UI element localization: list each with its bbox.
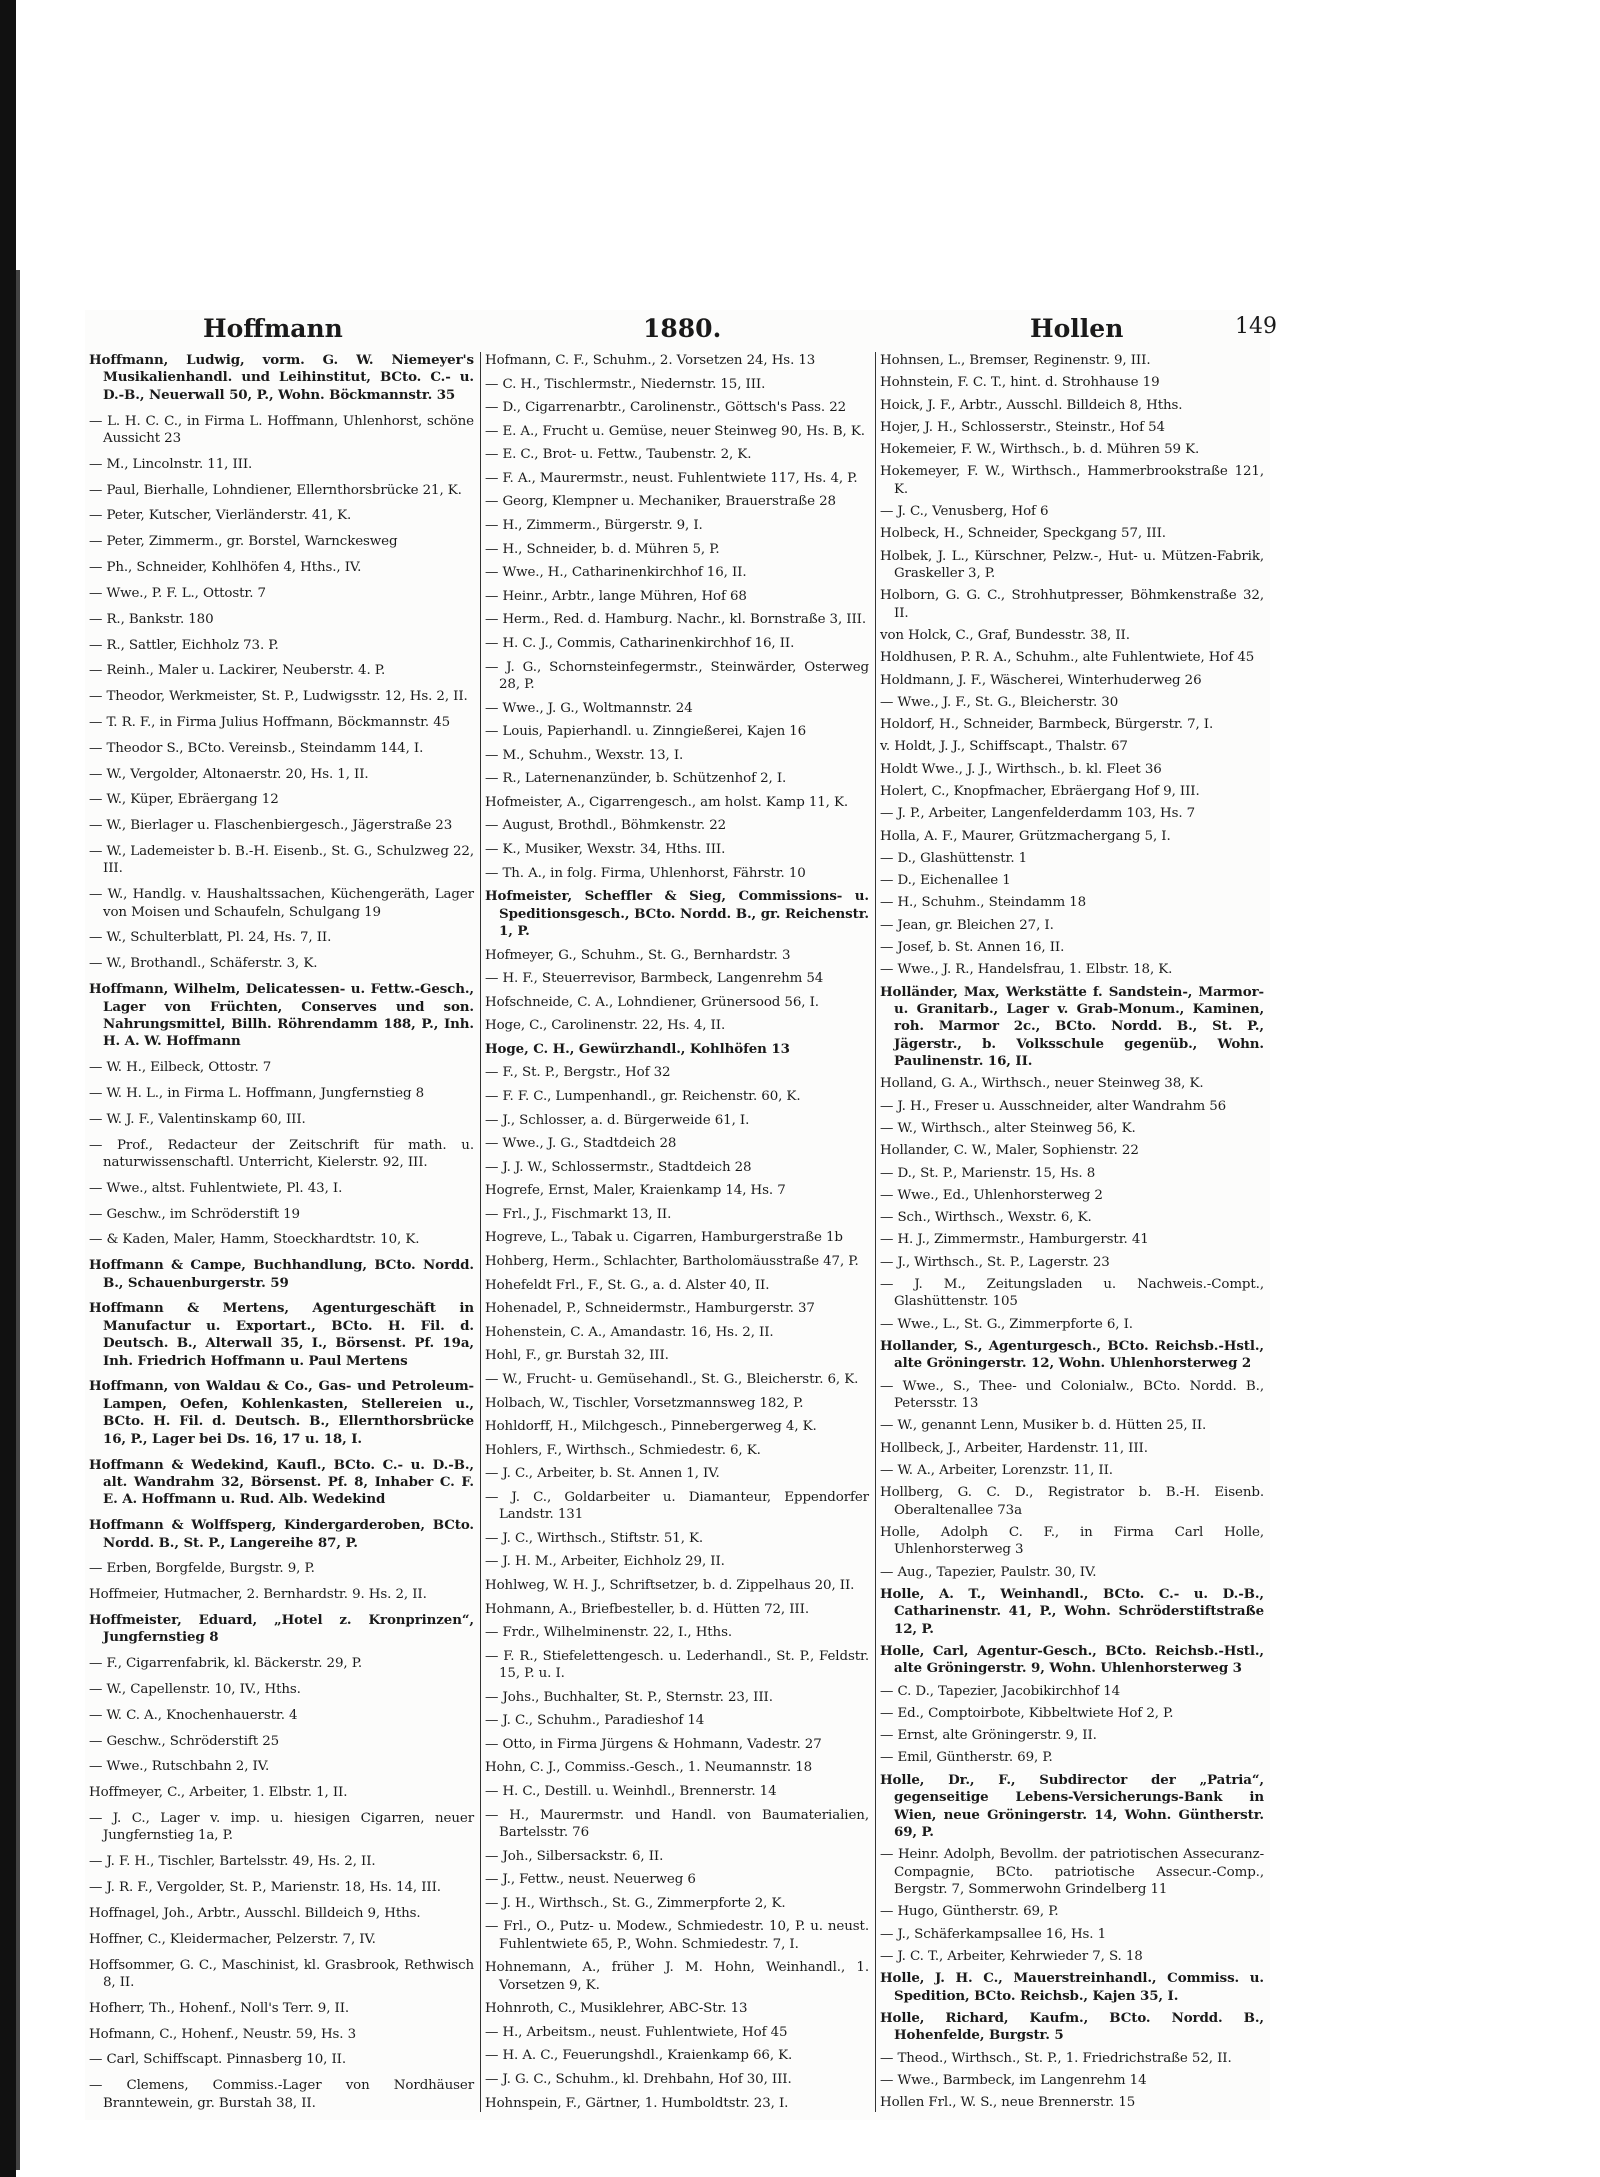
directory-entry: — T. R. F., in Firma Julius Hoffmann, Böckmannstr. 45 — [89, 714, 451, 730]
directory-entry: Hohlers, F., Wirthsch., Schmiedestr. 6, K. — [485, 1442, 761, 1458]
directory-entry: Hofschneide, C. A., Lohndiener, Grünersood 56, I. — [485, 994, 819, 1010]
directory-entry: — J. F. H., Tischler, Bartelsstr. 49, Hs. 2, II. — [89, 1854, 376, 1870]
directory-entry: — J. C., Schuhm., Paradieshof 14 — [485, 1713, 705, 1729]
directory-entry: — Hugo, Güntherstr. 69, P. — [880, 1904, 1059, 1920]
directory-entry: — Peter, Kutscher, Vierländerstr. 41, K. — [89, 508, 352, 524]
directory-entry: — R., Laternenanzünder, b. Schützenhof 2, I. — [485, 771, 787, 787]
directory-entry: Holle, Adolph C. F., in Firma Carl Holle, Uhlenhorsterweg 3 — [880, 1524, 1264, 1558]
directory-entry: — W., Küper, Ebräergang 12 — [89, 792, 279, 808]
directory-entry: — J. C., Venusberg, Hof 6 — [880, 504, 1049, 520]
running-head-year: 1880. — [643, 314, 722, 343]
directory-entry: — J. R. F., Vergolder, St. P., Marienstr. 18, Hs. 14, III. — [89, 1880, 441, 1896]
directory-entry: — Reinh., Maler u. Lackirer, Neuberstr. 4. P. — [89, 663, 386, 679]
directory-entry: Hoffmeyer, C., Arbeiter, 1. Elbstr. 1, II. — [89, 1785, 348, 1801]
directory-entry: — L. H. C. C., in Firma L. Hoffmann, Uhlenhorst, schöne Aussicht 23 — [89, 413, 474, 447]
directory-entry: Hoffmann & Wolffsperg, Kindergarderoben, BCto. Nordd. B., St. P., Langereihe 87, P. — [89, 1517, 474, 1551]
scan-page-shadow — [16, 270, 20, 2170]
directory-entry: — W. C. A., Knochenhauerstr. 4 — [89, 1707, 298, 1723]
directory-entry: — E. C., Brot- u. Fettw., Taubenstr. 2, K. — [485, 447, 752, 463]
directory-entry: — Theodor, Werkmeister, St. P., Ludwigsstr. 12, Hs. 2, II. — [89, 689, 468, 705]
directory-entry: — R., Sattler, Eichholz 73. P. — [89, 637, 279, 653]
directory-entry: Hoffmann, von Waldau & Co., Gas- und Petroleum-Lampen, Oefen, Kohlenkasten, Stellereien u., BCto. H. Fil. d. Deutsch. B., Ellernthorsbrücke 16, P., Lager bei Ds. 16, 17 u. 18, I. — [89, 1378, 474, 1447]
directory-entry: — Frdr., Wilhelminenstr. 22, I., Hths. — [485, 1625, 733, 1641]
directory-entry: Hohnstein, F. C. T., hint. d. Strohhause 19 — [880, 375, 1160, 391]
directory-entry: — W., Capellenstr. 10, IV., Hths. — [89, 1682, 301, 1697]
directory-entry: — R., Bankstr. 180 — [89, 611, 214, 627]
directory-entry: — Wwe., J. G., Stadtdeich 28 — [485, 1136, 677, 1152]
directory-entry: — W., Handlg. v. Haushaltssachen, Küchengeräth, Lager von Moisen und Schaufeln, Schulgang 19 — [89, 887, 474, 920]
directory-entry: — Ernst, alte Gröningerstr. 9, II. — [880, 1728, 1097, 1744]
directory-entry: Hoffnagel, Joh., Arbtr., Ausschl. Billdeich 9, Hths. — [89, 1905, 421, 1921]
directory-entry: — Joh., Silbersackstr. 6, II. — [485, 1848, 664, 1864]
directory-entry: Hohnroth, C., Musiklehrer, ABC-Str. 13 — [485, 2001, 748, 2017]
directory-entry: Hoffner, C., Kleidermacher, Pelzerstr. 7, IV. — [89, 1931, 376, 1947]
directory-entry: — J. M., Zeitungsladen u. Nachweis.-Compt., Glashüttenstr. 105 — [880, 1276, 1264, 1310]
directory-entry: Holert, C., Knopfmacher, Ebräergang Hof 9, III. — [880, 784, 1200, 799]
directory-entry: — Geschw., Schröderstift 25 — [89, 1733, 280, 1749]
directory-entry: Hohberg, Herm., Schlachter, Bartholomäusstraße 47, P. — [485, 1254, 859, 1270]
directory-entry: — Jean, gr. Bleichen 27, I. — [880, 917, 1054, 933]
directory-entry: Hoge, C., Carolinenstr. 22, Hs. 4, II. — [485, 1018, 726, 1034]
column-left — [85, 352, 480, 2112]
directory-entry: Hofmann, C., Hohenf., Neustr. 59, Hs. 3 — [89, 2026, 357, 2042]
directory-entry: — J. C. T., Arbeiter, Kehrwieder 7, S. 18 — [880, 1948, 1143, 1964]
directory-entry: — J. P., Arbeiter, Langenfelderdamm 103, Hs. 7 — [880, 806, 1196, 822]
directory-entry: — F., St. P., Bergstr., Hof 32 — [485, 1065, 671, 1081]
directory-entry: Hoffmann & Wedekind, Kaufl., BCto. C.- u. D.-B., alt. Wandrahm 32, Börsenst. Pf. 8, Inhaber C. F. E. A. Hoffmann u. Rud. Alb. Wedekind — [89, 1456, 474, 1508]
directory-entry: Hofmann, C. F., Schuhm., 2. Vorsetzen 24, Hs. 13 — [485, 353, 816, 368]
directory-entry: — W., Lademeister b. B.-H. Eisenb., St. G., Schulzweg 22, III. — [89, 844, 474, 877]
directory-entry: Hoffmann, Ludwig, vorm. G. W. Niemeyer's Musikalienhandl. und Leihinstitut, BCto. C.- u. D.-B., Neuerwall 50, P., Wohn. Böckmannstr. 35 — [89, 352, 474, 403]
directory-entry: — Herm., Red. d. Hamburg. Nachr., kl. Bornstraße 3, III. — [485, 612, 867, 628]
entry-columns — [85, 352, 1270, 2112]
directory-entry: — W., genannt Lenn, Musiker b. d. Hütten 25, II. — [880, 1418, 1207, 1434]
directory-entry: — H. J., Zimmermstr., Hamburgerstr. 41 — [880, 1232, 1149, 1248]
directory-entry: Hoick, J. F., Arbtr., Ausschl. Billdeich 8, Hths. — [880, 397, 1183, 413]
directory-entry: — J. C., Lager v. imp. u. hiesigen Cigarren, neuer Jungfernstieg 1a, P. — [89, 1811, 474, 1844]
directory-entry: Holländer, Max, Werkstätte f. Sandstein-, Marmor- u. Granitarb., Lager v. Grab-Monum., Kaminen, roh. Marmor 2c., BCto. Nordd. B., St. P., Jägerstr., b. Volksschule gegenüb., Wohn. Paulinenstr. 16, II. — [880, 983, 1264, 1070]
directory-entry: — F. F. C., Lumpenhandl., gr. Reichenstr. 60, K. — [485, 1088, 801, 1104]
directory-entry: — Theod., Wirthsch., St. P., 1. Friedrichstraße 52, II. — [880, 2050, 1232, 2066]
directory-entry: — M., Lincolnstr. 11, III. — [89, 456, 253, 472]
directory-entry: Hohenadel, P., Schneidermstr., Hamburgerstr. 37 — [485, 1301, 815, 1317]
directory-entry: — Frl., O., Putz- u. Modew., Schmiedestr. 10, P. u. neust. Fuhlentwiete 65, P., Wohn. Schmiedestr. 7, I. — [485, 1919, 869, 1952]
directory-entry: — H., Maurermstr. und Handl. von Baumaterialien, Bartelsstr. 76 — [485, 1807, 869, 1840]
directory-entry: — J. C., Goldarbeiter u. Diamanteur, Eppendorfer Landstr. 131 — [485, 1489, 869, 1523]
running-head-right: Hollen — [1030, 314, 1124, 343]
directory-entry: — H., Arbeitsm., neust. Fuhlentwiete, Hof 45 — [485, 2024, 788, 2040]
directory-entry: — Wwe., Barmbeck, im Langenrehm 14 — [880, 2072, 1147, 2088]
directory-entry: Hoffmeister, Eduard, „Hotel z. Kronprinzen“, Jungfernstieg 8 — [89, 1611, 474, 1646]
directory-entry: — H. C., Destill. u. Weinhdl., Brennerstr. 14 — [485, 1783, 777, 1799]
directory-entry: — Wwe., J. F., St. G., Bleicherstr. 30 — [880, 694, 1119, 710]
column-right — [875, 352, 1270, 2112]
directory-entry: — J. H., Wirthsch., St. G., Zimmerpforte 2, K. — [485, 1895, 786, 1911]
directory-entry: Hogrefe, Ernst, Maler, Kraienkamp 14, Hs. 7 — [485, 1183, 786, 1199]
directory-entry: Holbeck, H., Schneider, Speckgang 57, III. — [880, 526, 1166, 542]
directory-entry: — J., Schlosser, a. d. Bürgerweide 61, I. — [485, 1112, 750, 1128]
directory-entry: — Prof., Redacteur der Zeitschrift für math. u. naturwissenschaftl. Unterricht, Kielerstr. 92, III. — [89, 1137, 474, 1170]
directory-entry: — J. H., Freser u. Ausschneider, alter Wandrahm 56 — [880, 1098, 1227, 1114]
directory-entry: — Wwe., J. R., Handelsfrau, 1. Elbstr. 18, K. — [880, 962, 1173, 978]
directory-entry: Hollen Frl., W. S., neue Brennerstr. 15 — [880, 2095, 1136, 2111]
directory-entry: — W. A., Arbeiter, Lorenzstr. 11, II. — [880, 1462, 1113, 1478]
directory-entry: — H. C. J., Commis, Catharinenkirchhof 16, II. — [485, 635, 795, 651]
directory-entry: Holle, Dr., F., Subdirector der „Patria“, gegenseitige Lebens-Versicherungs-Bank in Wien, neue Gröningerstr. 14, Wohn. Güntherstr. 69, P. — [880, 1771, 1264, 1840]
directory-entry: — Clemens, Commiss.-Lager von Nordhäuser Branntewein, gr. Burstah 38, II. — [89, 2078, 474, 2111]
directory-entry: — Erben, Borgfelde, Burgstr. 9, P. — [89, 1561, 315, 1577]
directory-entry: — Ph., Schneider, Kohlhöfen 4, Hths., IV. — [89, 560, 362, 576]
page-number: 149 — [1235, 314, 1277, 339]
directory-entry: — D., St. P., Marienstr. 15, Hs. 8 — [880, 1165, 1096, 1181]
directory-entry: Hohlweg, W. H. J., Schriftsetzer, b. d. Zippelhaus 20, II. — [485, 1577, 855, 1593]
directory-entry: — Wwe., H., Catharinenkirchhof 16, II. — [485, 565, 747, 581]
directory-entry: Hokemeyer, F. W., Wirthsch., Hammerbrookstraße 121, K. — [880, 464, 1264, 497]
directory-entry: Hohnsen, L., Bremser, Reginenstr. 9, III. — [880, 353, 1151, 368]
directory-entry: Hohnemann, A., früher J. M. Hohn, Weinhandl., 1. Vorsetzen 9, K. — [485, 1960, 869, 1993]
directory-entry: — W. H. L., in Firma L. Hoffmann, Jungfernstieg 8 — [89, 1085, 425, 1101]
directory-entry: — & Kaden, Maler, Hamm, Stoeckhardtstr. 10, K. — [89, 1232, 420, 1248]
directory-entry: — Wwe., Rutschbahn 2, IV. — [89, 1759, 270, 1775]
running-head-left: Hoffmann — [203, 314, 343, 343]
directory-entry: Holbach, W., Tischler, Vorsetzmannsweg 182, P. — [485, 1395, 804, 1411]
directory-entry: — C. D., Tapezier, Jacobikirchhof 14 — [880, 1683, 1121, 1699]
directory-page — [85, 310, 1277, 2120]
directory-entry: — Th. A., in folg. Firma, Uhlenhorst, Fährstr. 10 — [485, 865, 806, 881]
directory-entry: Holbek, J. L., Kürschner, Pelzw.-, Hut- u. Mützen-Fabrik, Graskeller 3, P. — [880, 548, 1264, 582]
directory-entry: Holla, A. F., Maurer, Grützmachergang 5, I. — [880, 828, 1171, 844]
directory-entry: Holdorf, H., Schneider, Barmbeck, Bürgerstr. 7, I. — [880, 717, 1214, 733]
directory-entry: Holdhusen, P. R. A., Schuhm., alte Fuhlentwiete, Hof 45 — [880, 650, 1255, 666]
directory-entry: Hoffmann & Campe, Buchhandlung, BCto. Nordd. B., Schauenburgerstr. 59 — [89, 1257, 474, 1291]
directory-entry: — J. J. W., Schlossermstr., Stadtdeich 28 — [485, 1159, 752, 1175]
directory-entry: Holle, Richard, Kaufm., BCto. Nordd. B., Hohenfelde, Burgstr. 5 — [880, 2009, 1264, 2044]
directory-entry: Hollbeck, J., Arbeiter, Hardenstr. 11, III. — [880, 1440, 1148, 1456]
directory-entry: — Carl, Schiffscapt. Pinnasberg 10, II. — [89, 2052, 346, 2068]
directory-entry: — August, Brothdl., Böhmkenstr. 22 — [485, 818, 727, 834]
directory-entry: — Sch., Wirthsch., Wexstr. 6, K. — [880, 1210, 1092, 1226]
directory-entry: — J. G. C., Schuhm., kl. Drehbahn, Hof 30, III. — [485, 2071, 792, 2087]
directory-entry: v. Holdt, J. J., Schiffscapt., Thalstr. 67 — [880, 739, 1128, 755]
directory-entry: — Josef, b. St. Annen 16, II. — [880, 939, 1065, 955]
directory-entry: — W., Wirthsch., alter Steinweg 56, K. — [880, 1121, 1136, 1136]
directory-entry: — D., Glashüttenstr. 1 — [880, 850, 1028, 866]
directory-entry: Hollander, S., Agenturgesch., BCto. Reichsb.-Hstl., alte Gröningerstr. 12, Wohn. Uhlenhorsterweg 2 — [880, 1337, 1264, 1372]
directory-entry: Holborn, G. G. C., Strohhutpresser, Böhmkenstraße 32, II. — [880, 588, 1264, 621]
directory-entry: — Paul, Bierhalle, Lohndiener, Ellernthorsbrücke 21, K. — [89, 482, 462, 498]
directory-entry: — Wwe., P. F. L., Ottostr. 7 — [89, 585, 266, 601]
directory-entry: — M., Schuhm., Wexstr. 13, I. — [485, 747, 684, 763]
directory-entry: — Wwe., Ed., Uhlenhorsterweg 2 — [880, 1187, 1103, 1203]
directory-entry: — Ed., Comptoirbote, Kibbeltwiete Hof 2, P. — [880, 1705, 1174, 1721]
directory-entry: — Louis, Papierhandl. u. Zinngießerei, Kajen 16 — [485, 724, 807, 740]
directory-entry: — Johs., Buchhalter, St. P., Sternstr. 23, III. — [485, 1689, 773, 1705]
directory-entry: — J., Wirthsch., St. P., Lagerstr. 23 — [880, 1254, 1110, 1270]
directory-entry: — Wwe., L., St. G., Zimmerpforte 6, I. — [880, 1316, 1133, 1332]
directory-entry: Hohldorff, H., Milchgesch., Pinnebergerweg 4, K. — [485, 1419, 817, 1435]
directory-entry: Hofmeyer, G., Schuhm., St. G., Bernhardstr. 3 — [485, 947, 791, 963]
directory-entry: Hohefeldt Frl., F., St. G., a. d. Alster 40, II. — [485, 1277, 770, 1293]
directory-entry: — Theodor S., BCto. Vereinsb., Steindamm 144, I. — [89, 740, 424, 756]
directory-entry: — Wwe., J. G., Woltmannstr. 24 — [485, 700, 693, 716]
directory-entry: — Heinr. Adolph, Bevollm. der patriotischen Assecuranz-Compagnie, BCto. patriotische Assecur.-Comp., Bergstr. 7, Sommerwohn Grindelberg 11 — [880, 1847, 1264, 1898]
directory-entry: — W. H., Eilbeck, Ottostr. 7 — [89, 1060, 272, 1076]
directory-entry: — W., Schulterblatt, Pl. 24, Hs. 7, II. — [89, 930, 332, 946]
directory-entry: Hollberg, G. C. D., Registrator b. B.-H. Eisenb. Oberaltenallee 73a — [880, 1485, 1264, 1518]
directory-entry: — H. F., Steuerrevisor, Barmbeck, Langenrehm 54 — [485, 971, 824, 987]
column-middle — [480, 352, 875, 2112]
directory-entry: Hogreve, L., Tabak u. Cigarren, Hamburgerstraße 1b — [485, 1230, 843, 1246]
directory-entry: Hohenstein, C. A., Amandastr. 16, Hs. 2, II. — [485, 1324, 774, 1340]
directory-entry: — J. C., Wirthsch., Stiftstr. 51, K. — [485, 1530, 704, 1546]
directory-entry: Holdt Wwe., J. J., Wirthsch., b. kl. Fleet 36 — [880, 761, 1162, 777]
directory-entry: — J., Schäferkampsallee 16, Hs. 1 — [880, 1926, 1107, 1942]
directory-entry: Hohl, F., gr. Burstah 32, III. — [485, 1348, 669, 1364]
directory-entry: — W., Vergolder, Altonaerstr. 20, Hs. 1, II. — [89, 766, 369, 782]
directory-entry: Holle, A. T., Weinhandl., BCto. C.- u. D.-B., Catharinenstr. 41, P., Wohn. Schröderstiftstraße 12, P. — [880, 1585, 1264, 1637]
directory-entry: Hofmeister, Scheffler & Sieg, Commissions- u. Speditionsgesch., BCto. Nordd. B., gr. Reichenstr. 1, P. — [485, 888, 869, 939]
directory-entry: — D., Cigarrenarbtr., Carolinenstr., Göttsch's Pass. 22 — [485, 400, 847, 416]
directory-entry: — K., Musiker, Wexstr. 34, Hths. III. — [485, 841, 726, 857]
directory-entry: Holland, G. A., Wirthsch., neuer Steinweg 38, K. — [880, 1076, 1204, 1092]
directory-entry: Holdmann, J. F., Wäscherei, Winterhuderweg 26 — [880, 672, 1202, 688]
directory-entry: von Holck, C., Graf, Bundesstr. 38, II. — [880, 628, 1130, 644]
directory-entry: — Otto, in Firma Jürgens & Hohmann, Vadestr. 27 — [485, 1736, 822, 1752]
directory-entry: — Aug., Tapezier, Paulstr. 30, IV. — [880, 1564, 1097, 1580]
directory-entry: — H., Schuhm., Steindamm 18 — [880, 895, 1087, 911]
directory-entry: — Georg, Klempner u. Mechaniker, Brauerstraße 28 — [485, 494, 836, 510]
directory-entry: Hoffmann, Wilhelm, Delicatessen- u. Fettw.-Gesch., Lager von Früchten, Conserves und son. Nahrungsmittel, Billh. Röhrendamm 188, P., Inh. H. A. W. Hoffmann — [89, 981, 474, 1050]
directory-entry: Hohmann, A., Briefbesteller, b. d. Hütten 72, III. — [485, 1601, 809, 1617]
directory-entry: Hoffmann & Mertens, Agenturgeschäft in Manufactur u. Exportart., BCto. H. Fil. d. Deutsch. B., Alterwall 35, I., Börsenst. Pf. 19a, Inh. Friedrich Hoffmann u. Paul Mertens — [89, 1300, 474, 1369]
directory-entry: — Wwe., altst. Fuhlentwiete, Pl. 43, I. — [89, 1180, 343, 1196]
directory-entry: — W., Brothandl., Schäferstr. 3, K. — [89, 956, 318, 972]
directory-entry: — H., Schneider, b. d. Mühren 5, P. — [485, 541, 720, 557]
directory-entry: — H. A. C., Feuerungshdl., Kraienkamp 66, K. — [485, 2048, 793, 2064]
directory-entry: Hohnspein, F., Gärtner, 1. Humboldtstr. 23, I. — [485, 2095, 789, 2111]
directory-entry: — D., Eichenallee 1 — [880, 873, 1011, 889]
directory-entry: — J. H. M., Arbeiter, Eichholz 29, II. — [485, 1554, 725, 1570]
directory-entry: — E. A., Frucht u. Gemüse, neuer Steinweg 90, Hs. B, K. — [485, 423, 865, 439]
directory-entry: — Emil, Güntherstr. 69, P. — [880, 1750, 1053, 1766]
directory-entry: — H., Zimmerm., Bürgerstr. 9, I. — [485, 518, 703, 534]
directory-entry: — Peter, Zimmerm., gr. Borstel, Warnckesweg — [89, 534, 398, 550]
directory-entry: Hofherr, Th., Hohenf., Noll's Terr. 9, II. — [89, 2000, 350, 2016]
directory-entry: — J., Fettw., neust. Neuerweg 6 — [485, 1872, 696, 1888]
directory-entry: Hollander, C. W., Maler, Sophienstr. 22 — [880, 1143, 1139, 1159]
directory-entry: — W., Bierlager u. Flaschenbiergesch., Jägerstraße 23 — [89, 818, 453, 834]
directory-entry: — F. A., Maurermstr., neust. Fuhlentwiete 117, Hs. 4, P. — [485, 470, 858, 486]
directory-entry: Hokemeier, F. W., Wirthsch., b. d. Mühren 59 K. — [880, 442, 1200, 458]
directory-entry: — J. C., Arbeiter, b. St. Annen 1, IV. — [485, 1466, 720, 1482]
directory-entry: — C. H., Tischlermstr., Niedernstr. 15, III. — [485, 376, 766, 392]
directory-entry: — J. G., Schornsteinfegermstr., Steinwärder, Osterweg 28, P. — [485, 659, 869, 692]
scan-binding-edge — [0, 0, 16, 2177]
directory-entry: — Heinr., Arbtr., lange Mühren, Hof 68 — [485, 588, 747, 604]
directory-entry: — Frl., J., Fischmarkt 13, II. — [485, 1206, 672, 1222]
directory-entry: — W. J. F., Valentinskamp 60, III. — [89, 1111, 306, 1127]
directory-entry: — Wwe., S., Thee- und Colonialw., BCto. Nordd. B., Petersstr. 13 — [880, 1378, 1264, 1412]
directory-entry: Hojer, J. H., Schlosserstr., Steinstr., Hof 54 — [880, 419, 1165, 435]
directory-entry: Hoffsommer, G. C., Maschinist, kl. Grasbrook, Rethwisch 8, II. — [89, 1957, 474, 1990]
directory-entry: — Geschw., im Schröderstift 19 — [89, 1206, 300, 1222]
directory-entry: — W., Frucht- u. Gemüsehandl., St. G., Bleicherstr. 6, K. — [485, 1371, 859, 1387]
directory-entry: Hoffmeier, Hutmacher, 2. Bernhardstr. 9. Hs. 2, II. — [89, 1587, 427, 1603]
directory-entry: Hoge, C. H., Gewürzhandl., Kohlhöfen 13 — [485, 1040, 790, 1057]
directory-entry: Hohn, C. J., Commiss.-Gesch., 1. Neumannstr. 18 — [485, 1760, 813, 1776]
directory-entry: Hofmeister, A., Cigarrengesch., am holst. Kamp 11, K. — [485, 794, 849, 810]
directory-entry: Holle, Carl, Agentur-Gesch., BCto. Reichsb.-Hstl., alte Gröningerstr. 9, Wohn. Uhlenhorsterweg 3 — [880, 1642, 1264, 1677]
page-header — [85, 310, 1277, 350]
directory-entry: — F. R., Stiefelettengesch. u. Lederhandl., St. P., Feldstr. 15, P. u. I. — [485, 1648, 869, 1682]
directory-entry: — F., Cigarrenfabrik, kl. Bäckerstr. 29, P. — [89, 1656, 363, 1672]
directory-entry: Holle, J. H. C., Mauerstreinhandl., Commiss. u. Spedition, BCto. Reichsb., Kajen 35, I. — [880, 1970, 1264, 2004]
